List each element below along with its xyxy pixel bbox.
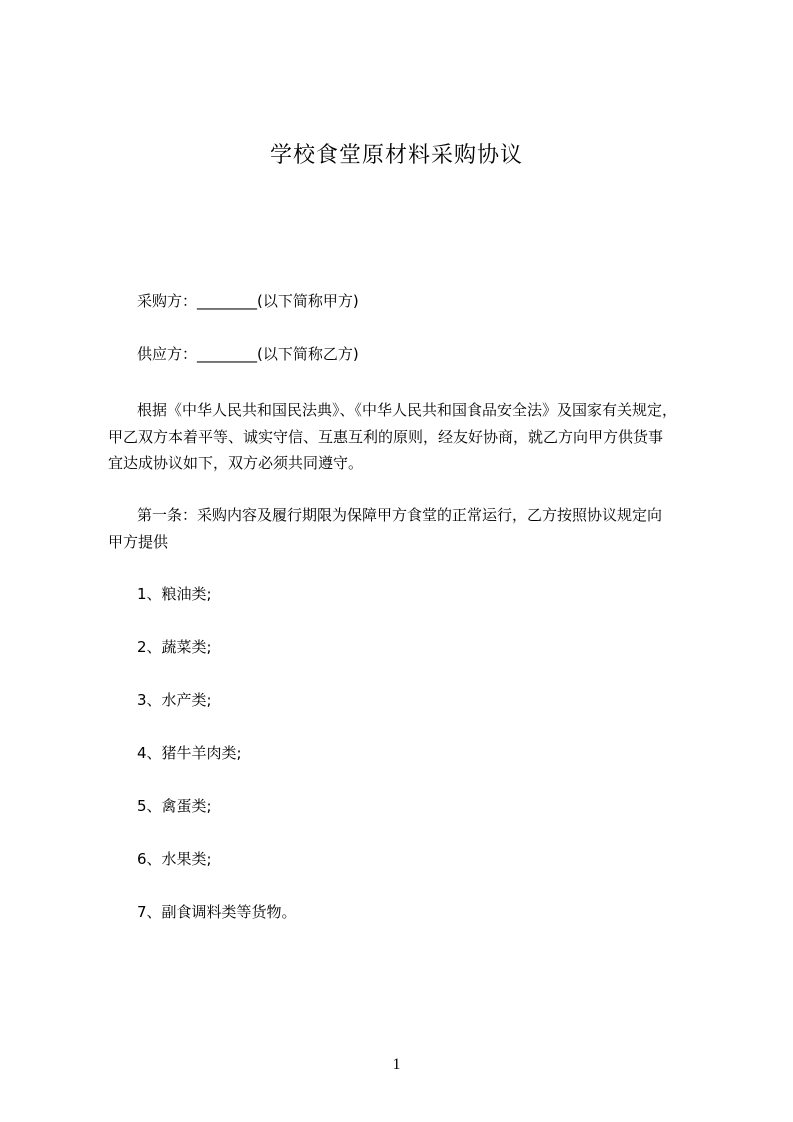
list-item: 6、水果类;: [137, 850, 212, 868]
list-item: 5、禽蛋类;: [137, 797, 212, 815]
supplier-line: 供应方：________(以下简称乙方): [137, 345, 359, 363]
buyer-line: 采购方：________(以下简称甲方): [137, 292, 359, 310]
preamble-line: 甲乙双方本着平等、诚实守信、互惠互利的原则，经友好协商，就乙方向甲方供货事: [108, 428, 664, 446]
list-item: 1、粮油类;: [137, 585, 212, 603]
list-item: 2、蔬菜类;: [137, 638, 212, 656]
preamble-line: 根据《中华人民共和国民法典》、《中华人民共和国食品安全法》及国家有关规定，: [137, 401, 678, 419]
list-item: 4、猪牛羊肉类;: [137, 744, 242, 762]
preamble-line: 宜达成协议如下，双方必须共同遵守。: [108, 454, 364, 472]
document-title: 学校食堂原材料采购协议: [269, 143, 523, 168]
article-one-line: 甲方提供: [108, 533, 169, 551]
list-item: 3、水产类;: [137, 691, 212, 709]
article-one-line: 第一条：采购内容及履行期限为保障甲方食堂的正常运行，乙方按照协议规定向: [137, 506, 663, 524]
page-number: 1: [392, 1056, 401, 1073]
list-item: 7、副食调料类等货物。: [137, 903, 297, 921]
